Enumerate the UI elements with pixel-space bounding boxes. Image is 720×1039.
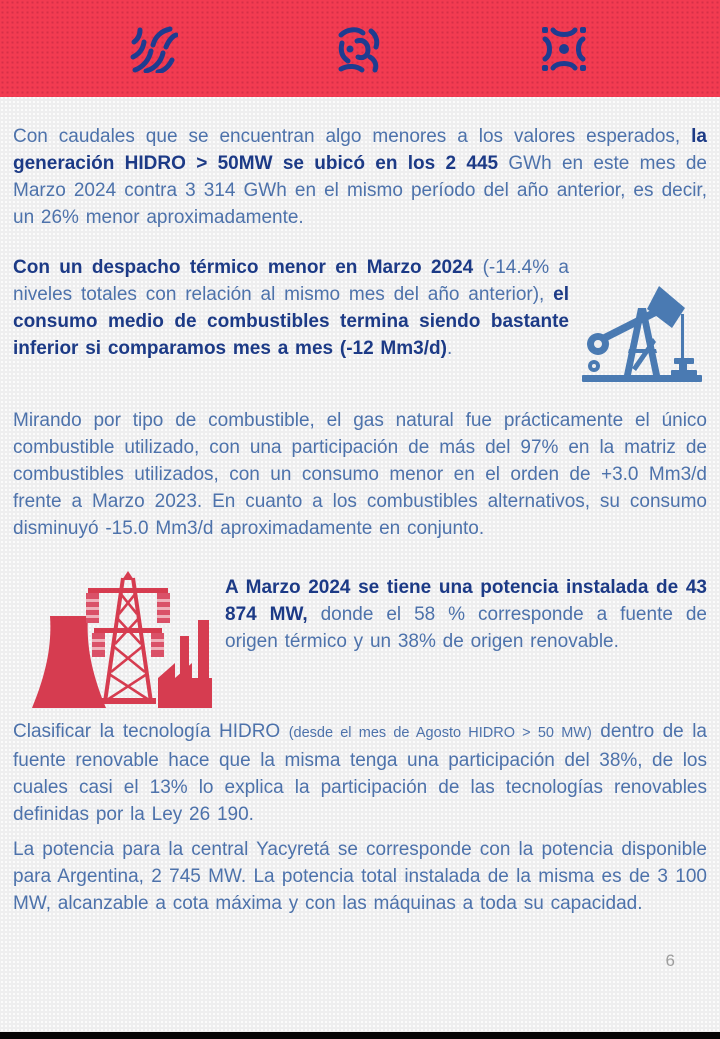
arc-pattern-icon — [540, 25, 588, 73]
oil-pumpjack-icon — [579, 278, 705, 384]
text-segment: (-14.4% a niveles totales con relación al mismo mes del año anterior), — [13, 257, 570, 305]
capacity-section — [13, 570, 707, 710]
text-segment: Clasificar la tecnología HIDRO — [13, 721, 289, 742]
text-segment-bold: el consumo medio de combustibles termina siendo bastante inferior si comparamos mes a mes (-12 Mm3/d) — [13, 284, 569, 359]
paragraph-thermal-dispatch — [13, 254, 569, 384]
text-segment-bold: la generación HIDRO > 50MW se ubicó en los 2 445 — [13, 126, 707, 174]
paragraph-fuel-mix: Mirando por tipo de combustible, el gas natural fue prácticamente el único combustible utilizado, con una participación de más del 97% en la matriz de combustibles utilizados, con un consumo menor en el orden de +3.0 Mm3/d frente a Marzo 2023. En cuanto a los combustibles alternativos, su consumo disminuyó -15.0 Mm3/d aproximadamente en conjunto. — [13, 410, 707, 539]
text-segment: Con caudales que se encuentran algo menores a los valores esperados, — [13, 126, 692, 147]
header-band — [0, 0, 720, 97]
bottom-bar — [0, 1032, 720, 1039]
paragraph-hydro-generation — [13, 123, 707, 231]
power-plant-icon — [30, 570, 215, 710]
text-segment: donde el 58 % corresponde a fuente de origen térmico y un 38% de origen renovable. — [225, 604, 707, 652]
text-segment: dentro de la fuente renovable hace que la misma tenga una participación del 38%, de los cuales casi el 13% lo explica la participación de las tecnologías renovables definidas por la Ley 26 190. — [13, 721, 708, 825]
text-segment-bold: A Marzo 2024 se tiene una potencia instalada de 43 874 MW, — [225, 577, 707, 625]
text-segment: . — [446, 338, 453, 359]
paragraph-renewable-share — [13, 718, 707, 828]
blob-pattern-icon — [333, 25, 381, 73]
page-content — [0, 97, 720, 917]
paragraph-installed-capacity — [225, 574, 707, 710]
text-segment-bold: Con un despacho térmico menor en Marzo 2024 — [13, 257, 474, 278]
wave-pattern-icon — [130, 25, 178, 73]
thermal-section — [13, 254, 707, 384]
text-segment-small: (desde el mes de Agosto HIDRO > 50 MW) — [288, 725, 592, 741]
page-number: 6 — [665, 951, 675, 970]
pumpjack-column — [579, 254, 707, 384]
power-plant-column — [13, 570, 225, 710]
text-segment: GWh en este mes de Marzo 2024 contra 3 314 GWh en el mismo período del año anterior, es decir, un 26% menor aproximadamente. — [13, 153, 707, 228]
paragraph-yacyreta: La potencia para la central Yacyretá se corresponde con la potencia disponible para Argentina, 2 745 MW. La potencia total instalada de la misma es de 3 100 MW, alcanzable a cota máxima y con las máquinas a toda su capacidad. — [13, 839, 707, 914]
